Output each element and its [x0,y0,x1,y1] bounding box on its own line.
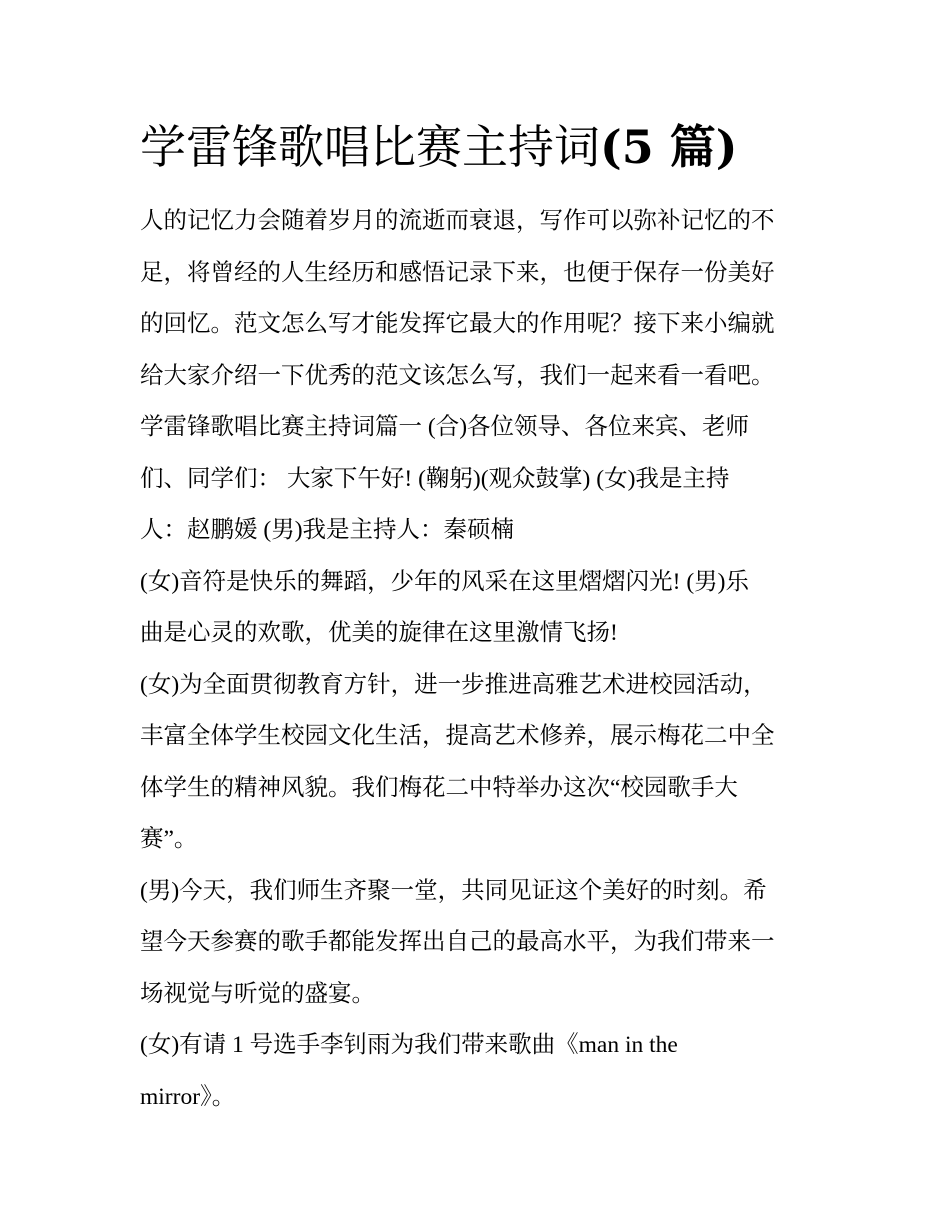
text-line: 足，将曾经的人生经历和感悟记录下来，也便于保存一份美好 [140,259,775,286]
text-line: 望今天参赛的歌手都能发挥出自己的最高水平，为我们带来一 [140,929,775,955]
text-line: 体学生的精神风貌。我们梅花二中特举办这次“校园歌手大 [140,774,738,801]
text-line: (女)有请 1 号选手李钊雨为我们带来歌曲《man in the [140,1032,678,1058]
text-line: 的回忆。范文怎么写才能发挥它最大的作用呢？接下来小编就 [140,311,775,337]
paragraph-male-2 [140,866,820,1021]
text-line: 给大家介绍一下优秀的范文该怎么写，我们一起来看一看吧。 [140,362,775,389]
text-line: mirror》。 [140,1083,236,1110]
text-line: 场视觉与听觉的盛宴。 [140,980,375,1007]
text-line: 丰富全体学生校园文化生活，提高艺术修养，展示梅花二中全 [140,723,775,749]
paragraph-female-2 [140,660,820,866]
paragraph-opening [140,402,820,557]
text-line: (女)音符是快乐的舞蹈，少年的风采在这里熠熠闪光! (男)乐 [140,568,750,595]
text-line: 学雷锋歌唱比赛主持词篇一 (合)各位领导、各位来宾、老师 [140,414,750,440]
title-suffix: (5 篇) [600,120,738,174]
paragraph-intro [140,196,820,402]
paragraph-female-male-1 [140,557,820,660]
text-line: 曲是心灵的欢歌，优美的旋律在这里激情飞扬! [140,620,618,646]
text-line: (女)为全面贯彻教育方针，进一步推进高雅艺术进校园活动， [140,671,767,698]
text-line: 人的记忆力会随着岁月的流逝而衰退，写作可以弥补记忆的不 [140,208,775,234]
document-body [140,196,820,1123]
paragraph-female-3 [140,1020,820,1123]
text-line: (男)今天，我们师生齐聚一堂，共同见证这个美好的时刻。希 [140,877,767,904]
text-line: 人：赵鹏媛 (男)我是主持人：秦硕楠 [140,517,515,543]
document-title [140,116,840,178]
text-line: 赛”。 [140,826,198,852]
text-line: 们、同学们： 大家下午好! (鞠躬)(观众鼓掌) (女)我是主持 [140,465,730,492]
title-main: 学雷锋歌唱比赛主持词 [140,120,600,174]
